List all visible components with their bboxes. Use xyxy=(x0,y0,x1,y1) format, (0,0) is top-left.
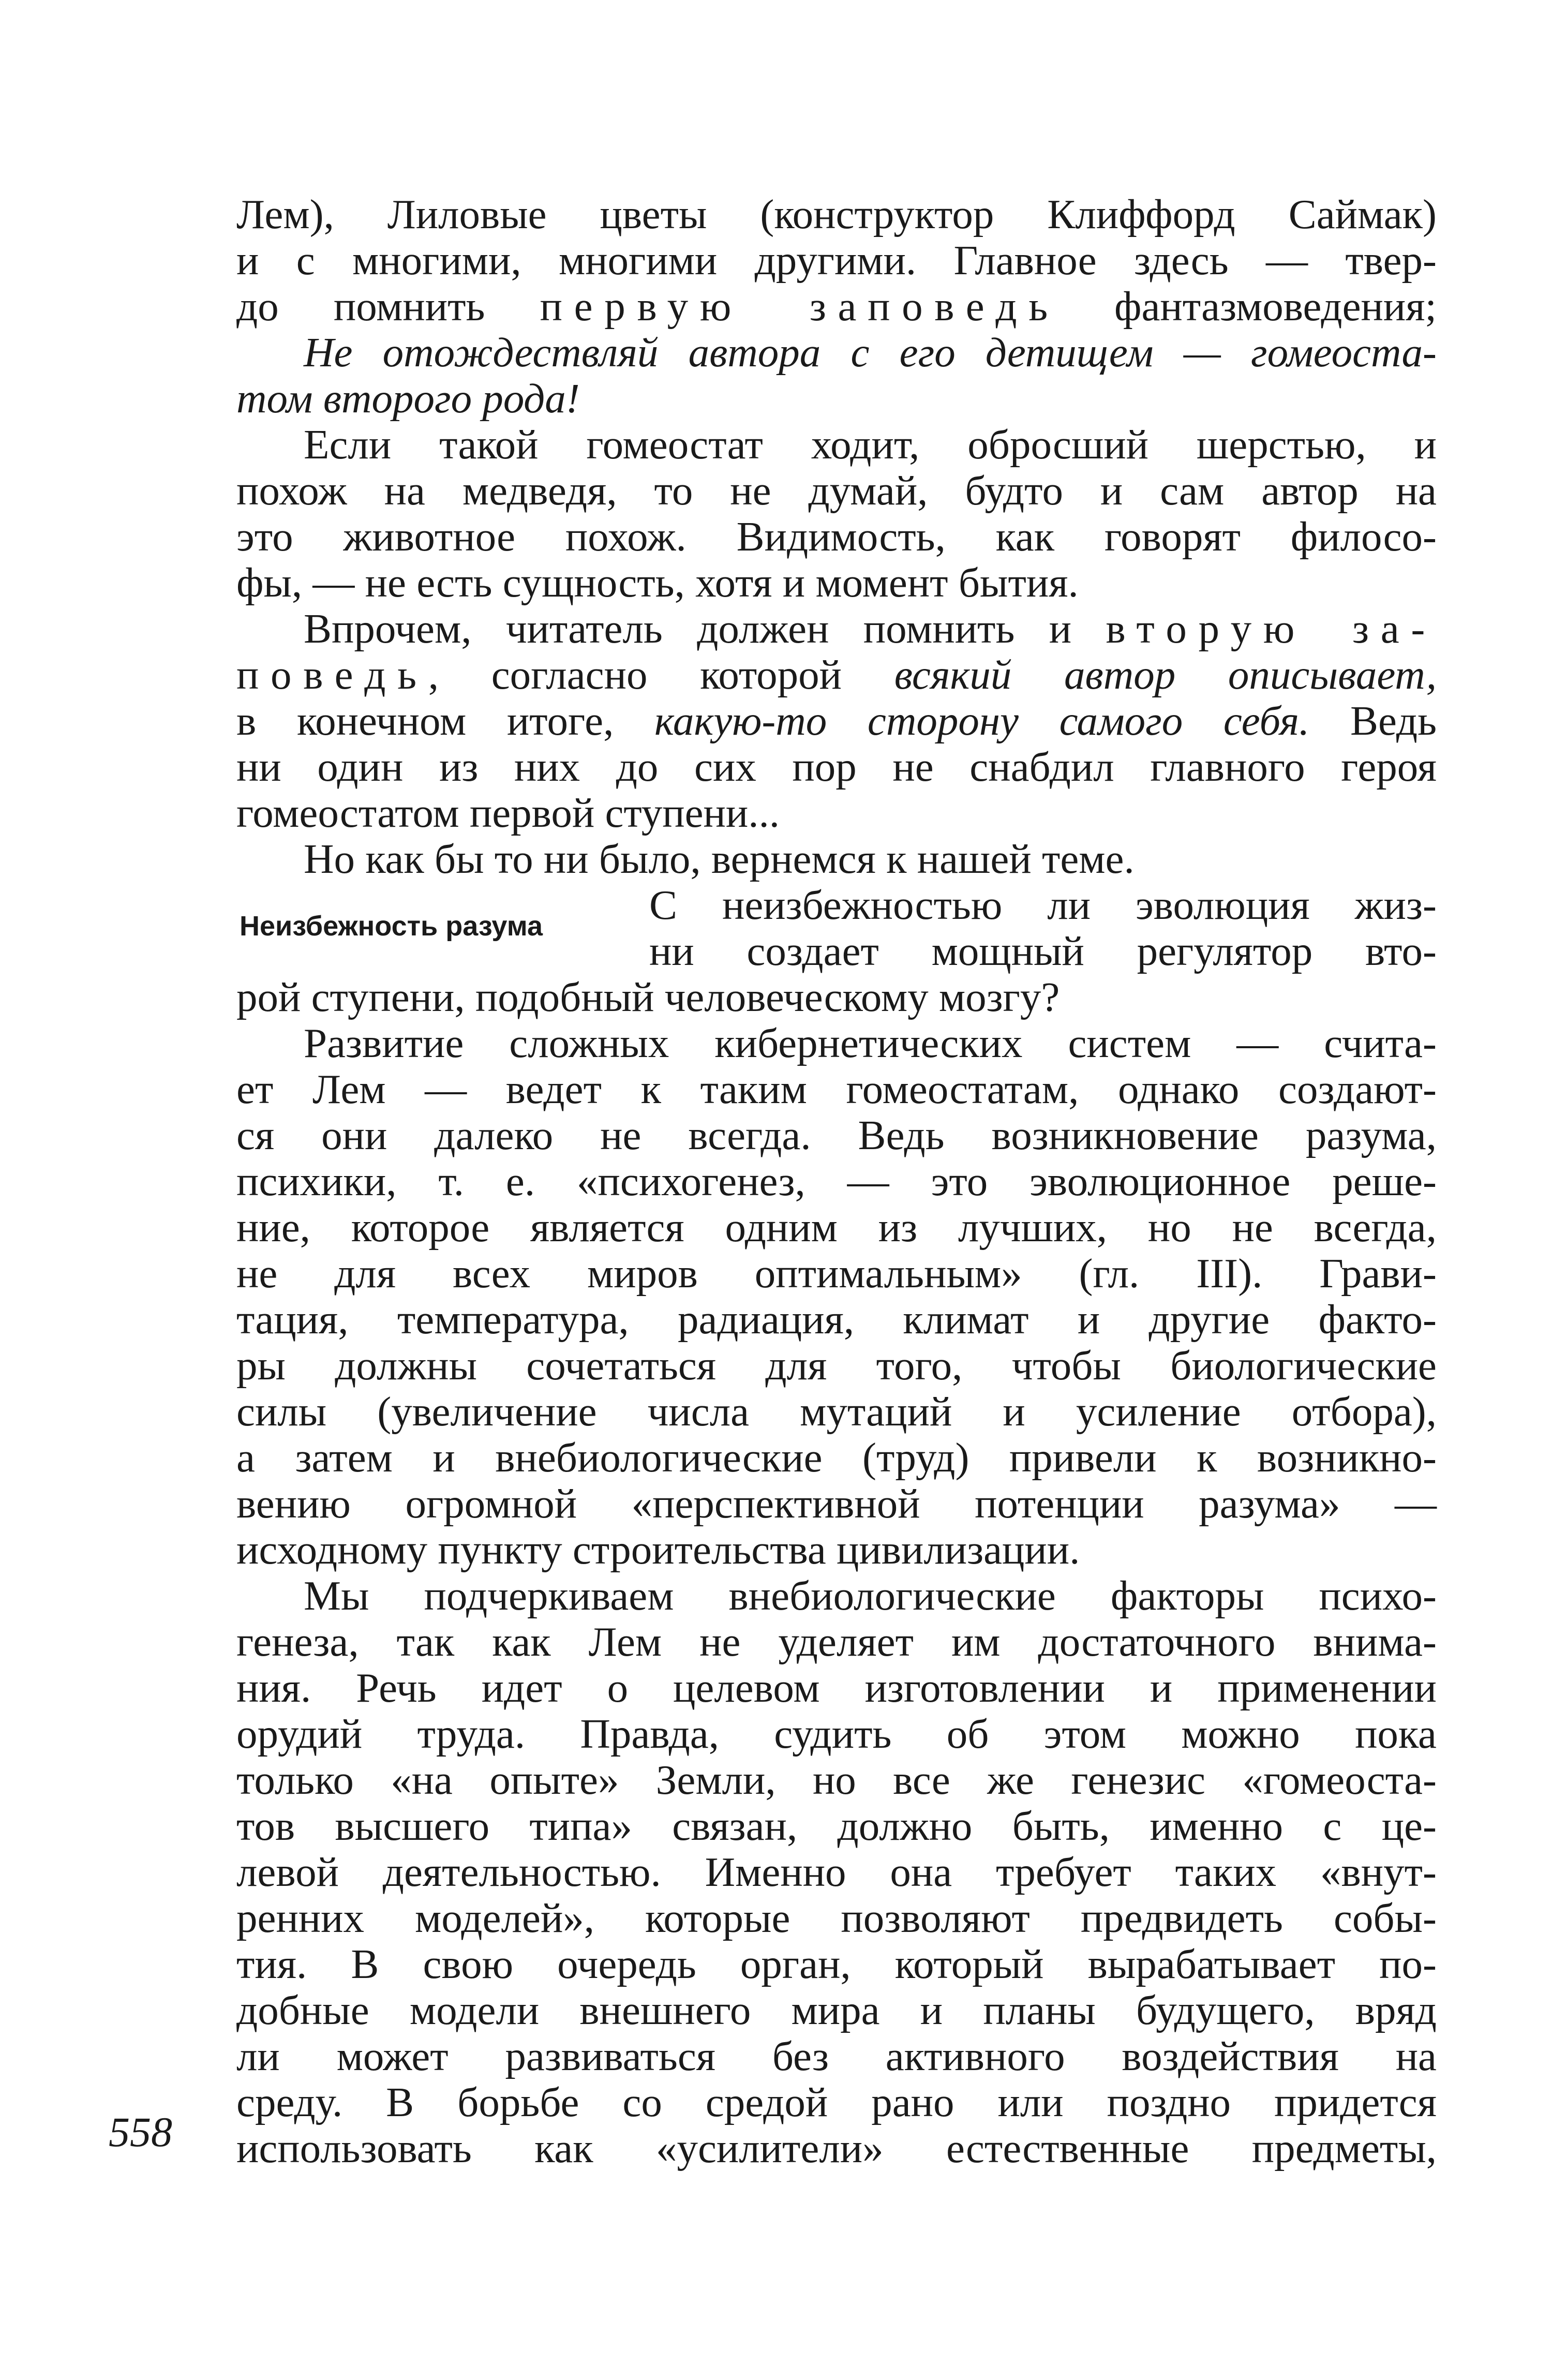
text-line: тов высшего типа» связан, должно быть, именно с це- xyxy=(236,1803,1437,1849)
text-line: не для всех миров оптимальным» (гл. III). Грави- xyxy=(236,1250,1437,1297)
text-line: только «на опыте» Земли, но все же генезис «гомеоста- xyxy=(236,1757,1437,1803)
text-line: Если такой гомеостат ходит, обросший шерстью, и xyxy=(304,421,1437,468)
italic-commandment: том второго рода! xyxy=(236,375,580,422)
text-line: среду. В борьбе со средой рано или поздно придется xyxy=(236,2079,1437,2125)
text-line: С неизбежностью ли эволюция жиз- xyxy=(649,882,1437,928)
text-line: это животное похож. Видимость, как говорят филосо- xyxy=(236,513,1437,560)
text-line: ние, которое является одним из лучших, но не всегда, xyxy=(236,1204,1437,1251)
spaced-emphasis: первую заповедь xyxy=(540,283,1059,330)
text-line: поведь, согласно которой всякий автор описывает, xyxy=(236,651,1437,698)
text-line: психики, т. е. «психогенез, — это эволюционное реше- xyxy=(236,1158,1437,1204)
text-line: вению огромной «перспективной потенции разума» — xyxy=(236,1480,1437,1527)
italic-commandment: Не отождествляй автора с его детищем — гомеоста- xyxy=(304,329,1437,376)
text-line: ни один из них до сих пор не снабдил главного героя xyxy=(236,743,1437,790)
text-line: рой ступени, подобный человеческому мозгу? xyxy=(236,974,1060,1020)
page-number: 558 xyxy=(109,2108,172,2155)
text-line: орудий труда. Правда, судить об этом можно пока xyxy=(236,1710,1437,1757)
text-line: фы, — не есть сущность, хотя и момент бытия. xyxy=(236,559,1079,606)
text-line: Лем), Лиловые цветы (конструктор Клиффорд Саймак) xyxy=(236,191,1437,237)
spaced-emphasis: поведь xyxy=(236,651,428,698)
text-line: ет Лем — ведет к таким гомеостатам, однако создают- xyxy=(236,1066,1437,1112)
text-line: до помнить первую заповедь фантазмоведения; xyxy=(236,283,1437,330)
spaced-emphasis: вторую за- xyxy=(1106,605,1437,652)
text-line: левой деятельностью. Именно она требует таких «внут- xyxy=(236,1849,1437,1895)
text-line: Мы подчеркиваем внебиологические факторы психо- xyxy=(304,1572,1437,1619)
text-line: ренних моделей», которые позволяют предвидеть собы- xyxy=(236,1895,1437,1941)
text-line: ни создает мощный регулятор вто- xyxy=(649,928,1437,974)
text-line: и с многими, многими другими. Главное здесь — твер- xyxy=(236,237,1437,284)
text-line: ния. Речь идет о целевом изготовлении и применении xyxy=(236,1664,1437,1711)
text-line: Впрочем, читатель должен помнить и вторую за- xyxy=(304,605,1437,652)
text-line: а затем и внебиологические (труд) привели к возникно- xyxy=(236,1434,1437,1481)
text-line: тия. В свою очередь орган, который вырабатывает по- xyxy=(236,1941,1437,1987)
text-line: Но как бы то ни было, вернемся к нашей теме. xyxy=(304,836,1135,882)
marginal-heading: Неизбежность разума xyxy=(240,911,543,942)
text-line: тация, температура, радиация, климат и другие факто- xyxy=(236,1296,1437,1343)
text-line: ся они далеко не всегда. Ведь возникновение разума, xyxy=(236,1112,1437,1158)
text-line: использовать как «усилители» естественные предметы, xyxy=(236,2125,1437,2171)
text-line: похож на медведя, то не думай, будто и сам автор на xyxy=(236,467,1437,514)
text-line: исходному пункту строительства цивилизации. xyxy=(236,1526,1080,1573)
text-line: в конечном итоге, какую-то сторону самого себя. Ведь xyxy=(236,697,1437,744)
text-line: ли может развиваться без активного воздействия на xyxy=(236,2033,1437,2079)
text-line: гомеостатом первой ступени... xyxy=(236,790,780,836)
text-line: ры должны сочетаться для того, чтобы биологические xyxy=(236,1342,1437,1389)
text-line: силы (увеличение числа мутаций и усиление отбора), xyxy=(236,1388,1437,1435)
text-line: генеза, так как Лем не уделяет им достаточного внима- xyxy=(236,1618,1437,1665)
text-line: добные модели внешнего мира и планы будущего, вряд xyxy=(236,1987,1437,2033)
text-line: Развитие сложных кибернетических систем — счита- xyxy=(304,1020,1437,1066)
